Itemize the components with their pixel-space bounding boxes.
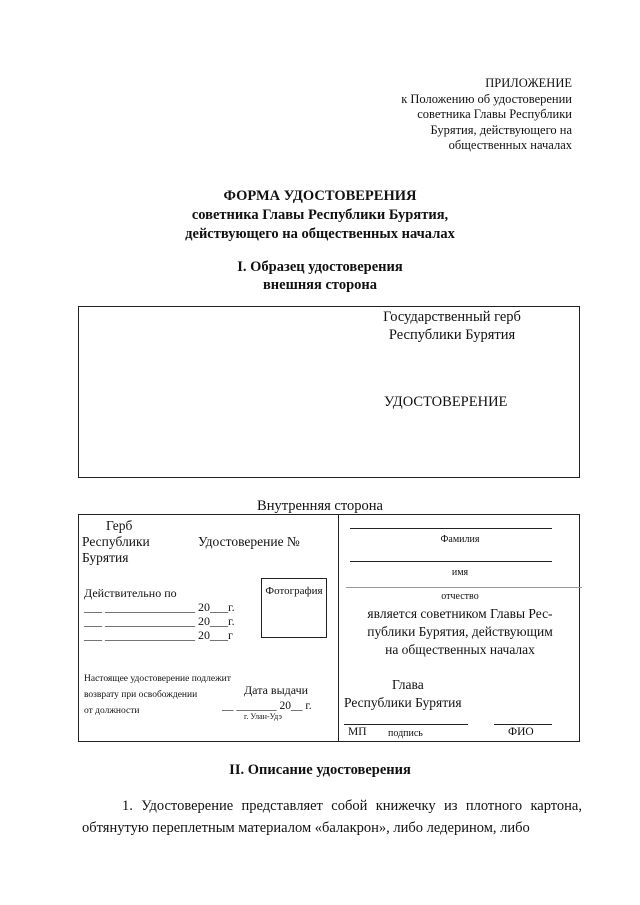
title-line-2: советника Главы Республики Бурятия, xyxy=(191,207,449,223)
document-title xyxy=(0,187,640,244)
description-paragraph-1: 1. Удостоверение представляет собой книжечку из плотного картона, обтянутую переплетным материалом «балакрон», либо ледерином, либо xyxy=(82,798,582,836)
patronymic-line xyxy=(346,587,582,588)
issue-date-line: __ _______ 20__ г. xyxy=(222,700,312,712)
head-label-line-1: Глава xyxy=(392,677,424,692)
fio-label: ФИО xyxy=(508,726,534,738)
outer-certificate-label: УДОСТОВЕРЕНИЕ xyxy=(384,394,508,410)
appendix-line: к Положению об удостоверении xyxy=(401,91,572,106)
signature-line xyxy=(344,724,468,725)
validity-date-row: ___ _______________ 20___г. xyxy=(84,614,235,628)
section-1-heading xyxy=(0,258,640,294)
appendix-line: Бурятия, действующего на xyxy=(430,122,572,137)
appendix-block xyxy=(401,76,572,154)
certificate-number-label: Удостоверение № xyxy=(198,534,300,549)
inner-coat-of-arms-label xyxy=(82,518,152,566)
outer-coat-line-2: Республики Бурятия xyxy=(388,327,516,343)
surname-line xyxy=(350,528,552,529)
advisor-statement-line-2: публики Бурятия, действующим xyxy=(367,624,553,639)
seal-label: МП xyxy=(348,726,367,738)
inner-divider xyxy=(338,514,339,742)
title-line-1: ФОРМА УДОСТОВЕРЕНИЯ xyxy=(223,188,417,204)
return-note-line-1: Настоящее удостоверение подлежит xyxy=(84,674,231,684)
advisor-statement xyxy=(340,605,580,659)
return-note-line-3: от должности xyxy=(84,706,140,716)
photo-label: Фотография xyxy=(265,585,323,597)
return-note-line-2: возврату при освобождении xyxy=(84,690,198,700)
outer-coat-of-arms-label xyxy=(372,308,532,344)
inner-coat-line-3: Бурятия xyxy=(82,550,129,565)
section-1-subtitle: внешняя сторона xyxy=(262,277,378,293)
validity-date-rows xyxy=(84,600,235,642)
signature-label: подпись xyxy=(388,728,423,739)
advisor-statement-line-1: является советником Главы Рес- xyxy=(367,606,553,621)
issue-city: г. Улан-Удэ xyxy=(244,712,282,721)
inner-coat-line-1: Герб xyxy=(106,518,133,533)
appendix-line: советника Главы Республики xyxy=(417,107,572,121)
outer-coat-line-1: Государственный герб xyxy=(383,309,521,325)
head-label-line-2: Республики Бурятия xyxy=(344,695,462,710)
inner-side-caption: Внутренняя сторона xyxy=(257,498,383,514)
title-line-3: действующего на общественных началах xyxy=(185,226,455,242)
advisor-statement-line-3: на общественных началах xyxy=(385,642,535,657)
inner-coat-line-2: Республики xyxy=(82,534,150,549)
return-note xyxy=(84,671,231,719)
name-label: имя xyxy=(451,567,469,578)
validity-date-row: ___ _______________ 20___г. xyxy=(84,600,235,614)
valid-until-label: Действительно по xyxy=(84,586,177,600)
issue-date-label: Дата выдачи xyxy=(244,683,309,697)
patronymic-label: отчество xyxy=(441,591,479,602)
surname-label: Фамилия xyxy=(440,534,480,545)
appendix-line: общественных началах xyxy=(448,138,572,152)
name-line xyxy=(350,561,552,562)
validity-date-row: ___ _______________ 20___г xyxy=(84,628,233,642)
photo-placeholder xyxy=(261,578,327,638)
section-2-heading: II. Описание удостоверения xyxy=(229,762,411,778)
appendix-line: ПРИЛОЖЕНИЕ xyxy=(485,76,572,90)
head-of-republic-label xyxy=(344,676,462,712)
fio-line xyxy=(494,724,552,725)
section-1-title: I. Образец удостоверения xyxy=(237,259,403,275)
